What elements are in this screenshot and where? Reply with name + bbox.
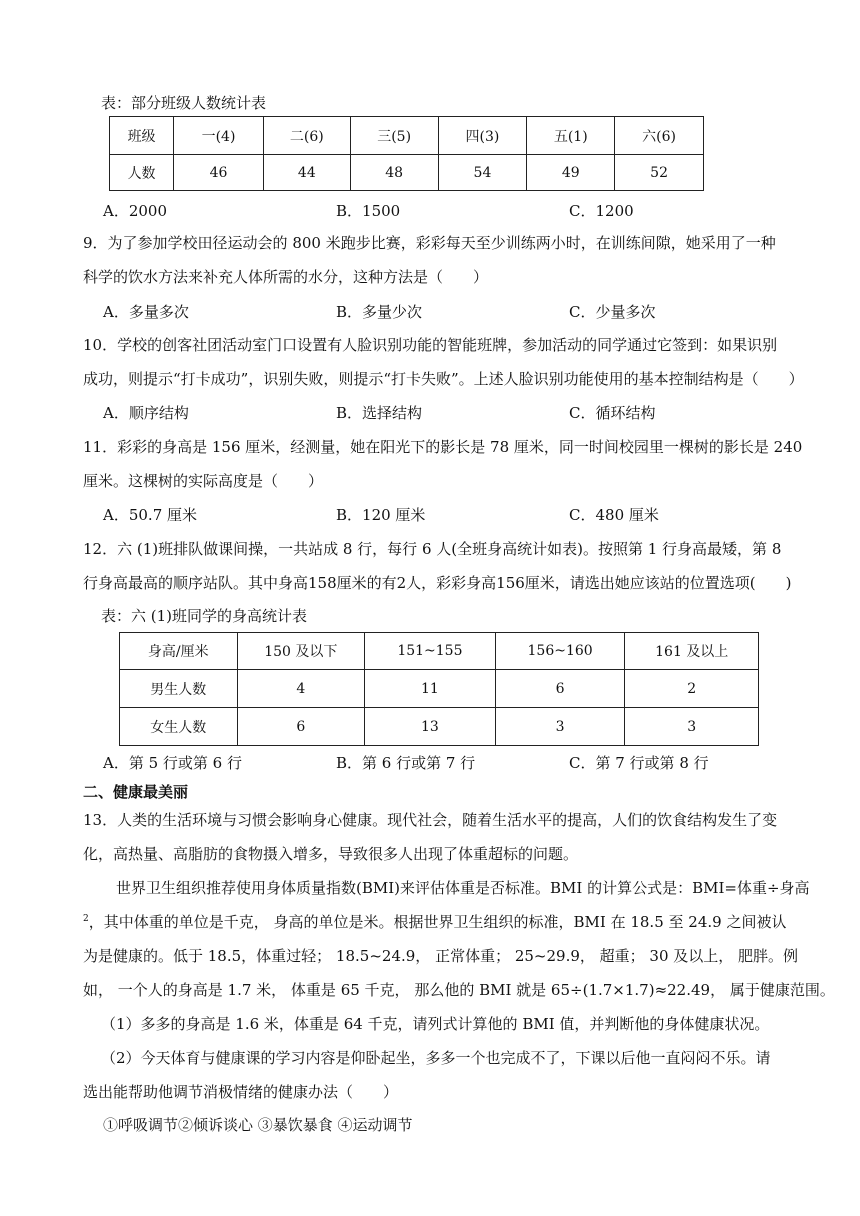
table1-caption: 表：部分班级人数统计表 bbox=[101, 94, 267, 112]
q10-option-c: C．循环结构 bbox=[569, 404, 656, 422]
table1-cell: 二(6) bbox=[263, 117, 350, 155]
q8-option-b: B．1500 bbox=[336, 202, 401, 220]
table2-cell: 6 bbox=[237, 708, 365, 746]
table1-cell: 五(1) bbox=[527, 117, 615, 155]
table1-cell: 52 bbox=[615, 155, 704, 191]
table2-cell: 身高/厘米 bbox=[120, 633, 238, 670]
section-title: 二、健康最美丽 bbox=[83, 783, 189, 801]
q11-option-c: C．480 厘米 bbox=[569, 506, 659, 524]
q13-para2-line-2 bbox=[83, 911, 786, 932]
q13-para2-line-3: 为是健康的。低于 18.5，体重过轻； 18.5~24.9， 正常体重； 25~29.9， 超重； 30 及以上， 肥胖。例 bbox=[83, 947, 799, 965]
height-stats-table bbox=[119, 632, 759, 746]
q13-line-2: 化，高热量、高脂肪的食物摄入增多，导致很多人出现了体重超标的问题。 bbox=[83, 845, 579, 863]
q10-line-2: 成功，则提示“打卡成功”，识别失败，则提示“打卡失败”。上述人脸识别功能使用的基本控制结构是（ ） bbox=[83, 370, 804, 388]
q11-option-b: B．120 厘米 bbox=[336, 506, 426, 524]
q12-option-a: A．第 5 行或第 6 行 bbox=[103, 754, 242, 772]
table1-cell: 44 bbox=[263, 155, 350, 191]
table1-header-row bbox=[110, 117, 704, 155]
table2-cell: 男生人数 bbox=[120, 670, 238, 708]
table2-row-boys bbox=[120, 670, 759, 708]
table2-cell: 女生人数 bbox=[120, 708, 238, 746]
table2-cell: 151~155 bbox=[365, 633, 496, 670]
table2-cell: 156~160 bbox=[495, 633, 625, 670]
table1-cell: 六(6) bbox=[615, 117, 704, 155]
q13-para2-line-4: 如， 一个人的身高是 1.7 米， 体重是 65 千克， 那么他的 BMI 就是 65÷(1.7×1.7)≈22.49， 属于健康范围。 bbox=[83, 981, 835, 999]
table2-header-row bbox=[120, 633, 759, 670]
q11-line-2: 厘米。这棵树的实际高度是（ ） bbox=[83, 472, 324, 490]
q13-sub2-line-2: 选出能帮助他调节消极情绪的健康办法（ ） bbox=[83, 1083, 399, 1101]
q13-para2-line-1: 世界卫生组织推荐使用身体质量指数(BMI)来评估体重是否标准。BMI 的计算公式是：BMI=体重÷身高 bbox=[116, 879, 810, 897]
table1-cell: 人数 bbox=[110, 155, 174, 191]
q12-line-1: 12．六 (1)班排队做课间操，一共站成 8 行，每行 6 人(全班身高统计如表)。按照第 1 行身高最矮，第 8 bbox=[83, 540, 782, 558]
table1-cell: 48 bbox=[350, 155, 438, 191]
q10-option-a: A．顺序结构 bbox=[103, 404, 189, 422]
table2-row-girls bbox=[120, 708, 759, 746]
table2-cell: 11 bbox=[365, 670, 496, 708]
q13-line-1: 13．人类的生活环境与习惯会影响身心健康。现代社会，随着生活水平的提高，人们的饮食结构发生了变 bbox=[83, 811, 778, 829]
q13-sub1: （1）多多的身高是 1.6 米，体重是 64 千克，请列式计算他的 BMI 值，并判断他的身体健康状况。 bbox=[101, 1015, 770, 1033]
table1-cell: 三(5) bbox=[350, 117, 438, 155]
table2-cell: 6 bbox=[495, 670, 625, 708]
q10-option-b: B．选择结构 bbox=[336, 404, 423, 422]
table2-cell: 4 bbox=[237, 670, 365, 708]
table2-cell: 3 bbox=[495, 708, 625, 746]
table1-cell: 46 bbox=[174, 155, 264, 191]
table2-cell: 161 及以上 bbox=[625, 633, 759, 670]
superscript-2: 2 bbox=[83, 914, 89, 924]
q11-line-1: 11．彩彩的身高是 156 厘米，经测量，她在阳光下的影长是 78 厘米，同一时间校园里一棵树的影长是 240 bbox=[83, 438, 803, 456]
table2-cell: 3 bbox=[625, 708, 759, 746]
class-count-table bbox=[109, 116, 704, 191]
q9-line-1: 9．为了参加学校田径运动会的 800 米跑步比赛，彩彩每天至少训练两小时，在训练间隙，她采用了一种 bbox=[83, 234, 776, 252]
table1-cell: 班级 bbox=[110, 117, 174, 155]
table2-cell: 13 bbox=[365, 708, 496, 746]
q13-sub2-line-1: （2）今天体育与健康课的学习内容是仰卧起坐，多多一个也完成不了，下课以后他一直闷闷不乐。请 bbox=[101, 1049, 771, 1067]
table2-cell: 150 及以下 bbox=[237, 633, 365, 670]
q12-option-b: B．第 6 行或第 7 行 bbox=[336, 754, 476, 772]
q12-option-c: C．第 7 行或第 8 行 bbox=[569, 754, 709, 772]
q9-option-c: C．少量多次 bbox=[569, 303, 656, 321]
q8-option-a: A．2000 bbox=[103, 202, 168, 220]
table1-cell: 49 bbox=[527, 155, 615, 191]
q9-option-a: A．多量多次 bbox=[103, 303, 189, 321]
q13-choices: ①呼吸调节②倾诉谈心 ③暴饮暴食 ④运动调节 bbox=[103, 1116, 413, 1134]
table1-cell: 四(3) bbox=[438, 117, 527, 155]
table1-cell: 一(4) bbox=[174, 117, 264, 155]
q8-option-c: C．1200 bbox=[569, 202, 634, 220]
q11-option-a: A．50.7 厘米 bbox=[103, 506, 197, 524]
q9-option-b: B．多量少次 bbox=[336, 303, 423, 321]
q13-para2-line-2-text: ，其中体重的单位是千克， 身高的单位是米。根据世界卫生组织的标准，BMI 在 18.5 至 24.9 之间被认 bbox=[88, 913, 787, 931]
table1-cell: 54 bbox=[438, 155, 527, 191]
q12-line-2: 行身高最高的顺序站队。其中身高158厘米的有2人，彩彩身高156厘米，请选出她应该站的位置选项( ) bbox=[83, 574, 792, 592]
table2-caption: 表：六 (1)班同学的身高统计表 bbox=[101, 607, 308, 625]
table2-cell: 2 bbox=[625, 670, 759, 708]
q9-line-2: 科学的饮水方法来补充人体所需的水分，这种方法是（ ） bbox=[83, 268, 489, 286]
table1-data-row bbox=[110, 155, 704, 191]
q10-line-1: 10．学校的创客社团活动室门口设置有人脸识别功能的智能班牌，参加活动的同学通过它签到：如果识别 bbox=[83, 336, 778, 354]
